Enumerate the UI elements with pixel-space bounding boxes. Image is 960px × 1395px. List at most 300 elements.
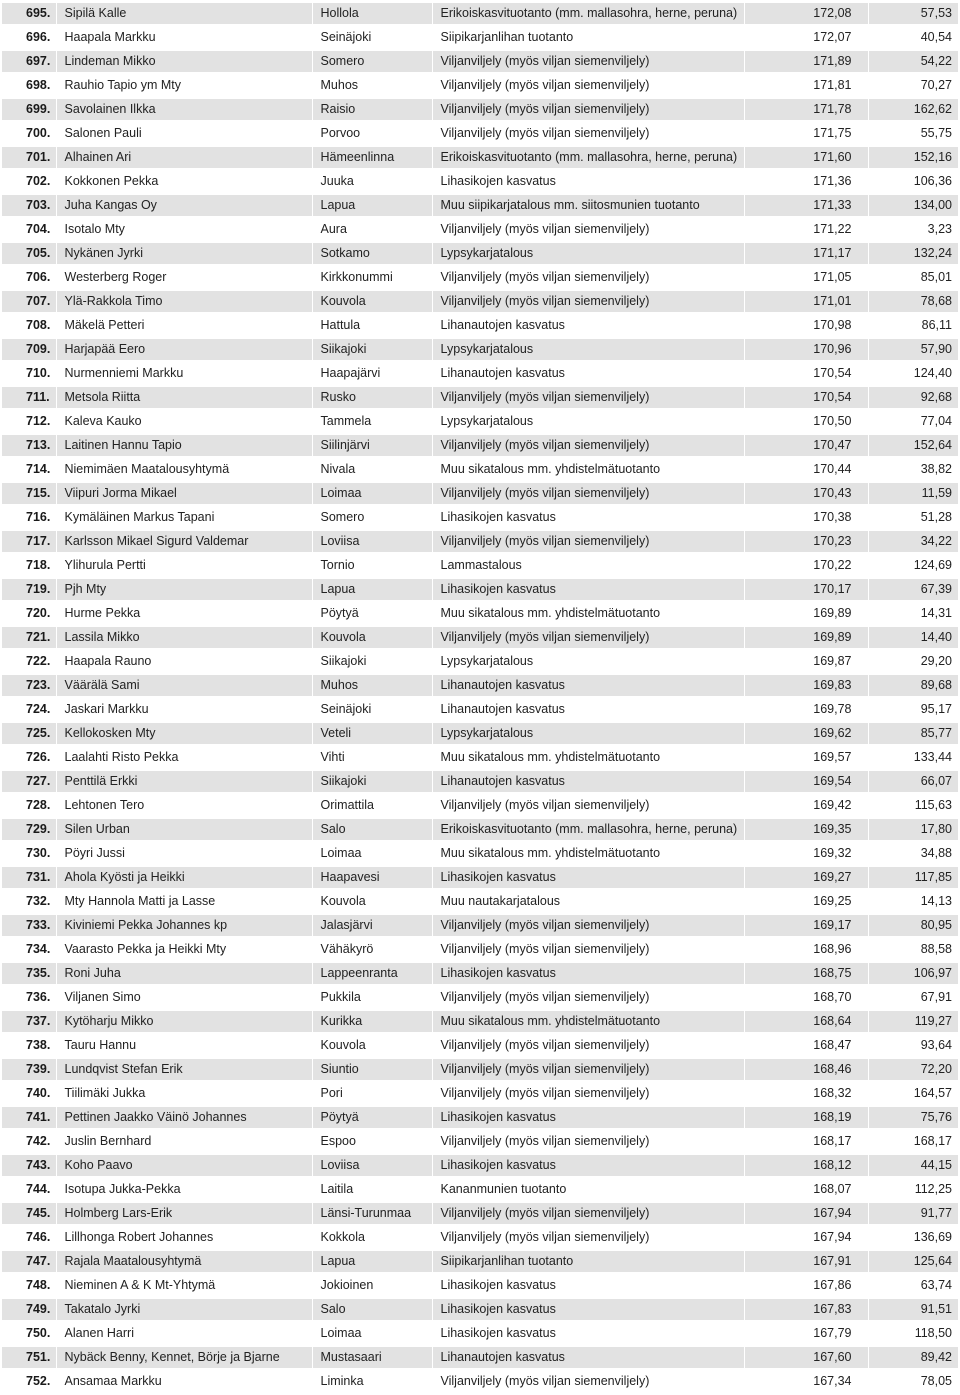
table-row xyxy=(2,170,958,194)
score-cell: 171,33 xyxy=(744,194,868,218)
table-row xyxy=(2,1250,958,1274)
rank-cell: 699. xyxy=(2,98,56,122)
municipality-cell: Siikajoki xyxy=(312,650,432,674)
municipality-cell: Lappeenranta xyxy=(312,962,432,986)
rank-cell: 724. xyxy=(2,698,56,722)
table-row xyxy=(2,74,958,98)
score-cell: 170,54 xyxy=(744,362,868,386)
name-cell: Sipilä Kalle xyxy=(56,3,312,26)
score-cell: 169,35 xyxy=(744,818,868,842)
municipality-cell: Siuntio xyxy=(312,1058,432,1082)
municipality-cell: Aura xyxy=(312,218,432,242)
name-cell: Nurmenniemi Markku xyxy=(56,362,312,386)
value-cell: 40,54 xyxy=(868,26,958,50)
name-cell: Niemimäen Maatalousyhtymä xyxy=(56,458,312,482)
name-cell: Kiviniemi Pekka Johannes kp xyxy=(56,914,312,938)
table-row xyxy=(2,554,958,578)
table-row xyxy=(2,842,958,866)
table-row xyxy=(2,1298,958,1322)
name-cell: Lindeman Mikko xyxy=(56,50,312,74)
production-type-cell: Viljanviljely (myös viljan siemenviljely) xyxy=(432,1082,744,1106)
name-cell: Haapala Markku xyxy=(56,26,312,50)
table-row xyxy=(2,362,958,386)
production-type-cell: Viljanviljely (myös viljan siemenviljely) xyxy=(432,122,744,146)
name-cell: Alhainen Ari xyxy=(56,146,312,170)
name-cell: Lassila Mikko xyxy=(56,626,312,650)
name-cell: Takatalo Jyrki xyxy=(56,1298,312,1322)
value-cell: 67,39 xyxy=(868,578,958,602)
name-cell: Ansamaa Markku xyxy=(56,1370,312,1394)
table-row xyxy=(2,386,958,410)
value-cell: 78,68 xyxy=(868,290,958,314)
value-cell: 136,69 xyxy=(868,1226,958,1250)
score-cell: 167,91 xyxy=(744,1250,868,1274)
value-cell: 38,82 xyxy=(868,458,958,482)
name-cell: Mäkelä Petteri xyxy=(56,314,312,338)
score-cell: 171,89 xyxy=(744,50,868,74)
name-cell: Hurme Pekka xyxy=(56,602,312,626)
score-cell: 171,17 xyxy=(744,242,868,266)
value-cell: 152,16 xyxy=(868,146,958,170)
name-cell: Kellokosken Mty xyxy=(56,722,312,746)
value-cell: 34,88 xyxy=(868,842,958,866)
rank-cell: 741. xyxy=(2,1106,56,1130)
name-cell: Salonen Pauli xyxy=(56,122,312,146)
table-row xyxy=(2,1010,958,1034)
municipality-cell: Seinäjoki xyxy=(312,698,432,722)
score-cell: 170,44 xyxy=(744,458,868,482)
rank-cell: 720. xyxy=(2,602,56,626)
score-cell: 172,07 xyxy=(744,26,868,50)
municipality-cell: Lapua xyxy=(312,578,432,602)
table-row xyxy=(2,602,958,626)
rank-cell: 730. xyxy=(2,842,56,866)
value-cell: 67,91 xyxy=(868,986,958,1010)
score-cell: 169,62 xyxy=(744,722,868,746)
score-cell: 171,60 xyxy=(744,146,868,170)
production-type-cell: Viljanviljely (myös viljan siemenviljely) xyxy=(432,1370,744,1394)
score-cell: 170,50 xyxy=(744,410,868,434)
name-cell: Karlsson Mikael Sigurd Valdemar xyxy=(56,530,312,554)
rank-cell: 712. xyxy=(2,410,56,434)
table-row xyxy=(2,962,958,986)
municipality-cell: Kurikka xyxy=(312,1010,432,1034)
rank-cell: 700. xyxy=(2,122,56,146)
table-row xyxy=(2,482,958,506)
production-type-cell: Viljanviljely (myös viljan siemenviljely) xyxy=(432,74,744,98)
production-type-cell: Lihanautojen kasvatus xyxy=(432,1346,744,1370)
name-cell: Väärälä Sami xyxy=(56,674,312,698)
production-type-cell: Viljanviljely (myös viljan siemenviljely) xyxy=(432,1226,744,1250)
rank-cell: 734. xyxy=(2,938,56,962)
rank-cell: 742. xyxy=(2,1130,56,1154)
name-cell: Laalahti Risto Pekka xyxy=(56,746,312,770)
production-type-cell: Lammastalous xyxy=(432,554,744,578)
score-cell: 171,81 xyxy=(744,74,868,98)
value-cell: 106,36 xyxy=(868,170,958,194)
table-row xyxy=(2,290,958,314)
value-cell: 117,85 xyxy=(868,866,958,890)
score-cell: 168,75 xyxy=(744,962,868,986)
table-row xyxy=(2,98,958,122)
name-cell: Viljanen Simo xyxy=(56,986,312,1010)
value-cell: 63,74 xyxy=(868,1274,958,1298)
rank-cell: 715. xyxy=(2,482,56,506)
municipality-cell: Pöytyä xyxy=(312,602,432,626)
table-row xyxy=(2,3,958,26)
rank-cell: 722. xyxy=(2,650,56,674)
municipality-cell: Sotkamo xyxy=(312,242,432,266)
production-type-cell: Lihasikojen kasvatus xyxy=(432,1154,744,1178)
name-cell: Westerberg Roger xyxy=(56,266,312,290)
value-cell: 14,31 xyxy=(868,602,958,626)
production-type-cell: Viljanviljely (myös viljan siemenviljely) xyxy=(432,914,744,938)
value-cell: 162,62 xyxy=(868,98,958,122)
table-row xyxy=(2,626,958,650)
production-type-cell: Lihasikojen kasvatus xyxy=(432,1298,744,1322)
score-cell: 168,96 xyxy=(744,938,868,962)
production-type-cell: Viljanviljely (myös viljan siemenviljely) xyxy=(432,938,744,962)
production-type-cell: Erikoiskasvituotanto (mm. mallasohra, herne, peruna) xyxy=(432,3,744,26)
value-cell: 125,64 xyxy=(868,1250,958,1274)
municipality-cell: Siikajoki xyxy=(312,338,432,362)
value-cell: 66,07 xyxy=(868,770,958,794)
production-type-cell: Viljanviljely (myös viljan siemenviljely) xyxy=(432,986,744,1010)
name-cell: Koho Paavo xyxy=(56,1154,312,1178)
name-cell: Laitinen Hannu Tapio xyxy=(56,434,312,458)
rank-cell: 750. xyxy=(2,1322,56,1346)
production-type-cell: Lihasikojen kasvatus xyxy=(432,1274,744,1298)
value-cell: 106,97 xyxy=(868,962,958,986)
score-cell: 169,57 xyxy=(744,746,868,770)
value-cell: 89,68 xyxy=(868,674,958,698)
municipality-cell: Salo xyxy=(312,818,432,842)
rank-cell: 710. xyxy=(2,362,56,386)
municipality-cell: Vihti xyxy=(312,746,432,770)
name-cell: Tauru Hannu xyxy=(56,1034,312,1058)
municipality-cell: Hämeenlinna xyxy=(312,146,432,170)
score-cell: 171,22 xyxy=(744,218,868,242)
score-cell: 169,87 xyxy=(744,650,868,674)
municipality-cell: Kokkola xyxy=(312,1226,432,1250)
production-type-cell: Muu sikatalous mm. yhdistelmätuotanto xyxy=(432,602,744,626)
production-type-cell: Viljanviljely (myös viljan siemenviljely) xyxy=(432,434,744,458)
production-type-cell: Muu sikatalous mm. yhdistelmätuotanto xyxy=(432,458,744,482)
name-cell: Jaskari Markku xyxy=(56,698,312,722)
table-row xyxy=(2,410,958,434)
municipality-cell: Loimaa xyxy=(312,482,432,506)
value-cell: 124,40 xyxy=(868,362,958,386)
rank-cell: 701. xyxy=(2,146,56,170)
municipality-cell: Veteli xyxy=(312,722,432,746)
value-cell: 29,20 xyxy=(868,650,958,674)
value-cell: 124,69 xyxy=(868,554,958,578)
value-cell: 118,50 xyxy=(868,1322,958,1346)
production-type-cell: Muu nautakarjatalous xyxy=(432,890,744,914)
name-cell: Silen Urban xyxy=(56,818,312,842)
rank-cell: 743. xyxy=(2,1154,56,1178)
score-cell: 170,47 xyxy=(744,434,868,458)
production-type-cell: Viljanviljely (myös viljan siemenviljely) xyxy=(432,1034,744,1058)
table-row xyxy=(2,866,958,890)
score-cell: 169,42 xyxy=(744,794,868,818)
municipality-cell: Rusko xyxy=(312,386,432,410)
score-cell: 172,08 xyxy=(744,3,868,26)
table-row xyxy=(2,698,958,722)
name-cell: Isotalo Mty xyxy=(56,218,312,242)
table-row xyxy=(2,242,958,266)
name-cell: Ylä-Rakkola Timo xyxy=(56,290,312,314)
table-row xyxy=(2,50,958,74)
municipality-cell: Pöytyä xyxy=(312,1106,432,1130)
municipality-cell: Kouvola xyxy=(312,290,432,314)
municipality-cell: Espoo xyxy=(312,1130,432,1154)
rank-cell: 735. xyxy=(2,962,56,986)
rank-cell: 695. xyxy=(2,3,56,26)
score-cell: 168,12 xyxy=(744,1154,868,1178)
name-cell: Kymäläinen Markus Tapani xyxy=(56,506,312,530)
production-type-cell: Viljanviljely (myös viljan siemenviljely) xyxy=(432,98,744,122)
name-cell: Ahola Kyösti ja Heikki xyxy=(56,866,312,890)
score-cell: 167,79 xyxy=(744,1322,868,1346)
table-row xyxy=(2,146,958,170)
ranking-table-body xyxy=(2,3,958,1394)
name-cell: Kokkonen Pekka xyxy=(56,170,312,194)
name-cell: Mty Hannola Matti ja Lasse xyxy=(56,890,312,914)
rank-cell: 697. xyxy=(2,50,56,74)
production-type-cell: Lihasikojen kasvatus xyxy=(432,866,744,890)
table-row xyxy=(2,122,958,146)
rank-cell: 745. xyxy=(2,1202,56,1226)
municipality-cell: Nivala xyxy=(312,458,432,482)
rank-cell: 706. xyxy=(2,266,56,290)
name-cell: Viipuri Jorma Mikael xyxy=(56,482,312,506)
production-type-cell: Muu siipikarjatalous mm. siitosmunien tuotanto xyxy=(432,194,744,218)
rank-cell: 696. xyxy=(2,26,56,50)
production-type-cell: Lypsykarjatalous xyxy=(432,242,744,266)
table-row xyxy=(2,1178,958,1202)
value-cell: 85,77 xyxy=(868,722,958,746)
table-row xyxy=(2,770,958,794)
score-cell: 169,78 xyxy=(744,698,868,722)
rank-cell: 702. xyxy=(2,170,56,194)
production-type-cell: Viljanviljely (myös viljan siemenviljely) xyxy=(432,266,744,290)
score-cell: 168,19 xyxy=(744,1106,868,1130)
municipality-cell: Lapua xyxy=(312,1250,432,1274)
table-row xyxy=(2,1082,958,1106)
municipality-cell: Loimaa xyxy=(312,1322,432,1346)
rank-cell: 740. xyxy=(2,1082,56,1106)
score-cell: 169,32 xyxy=(744,842,868,866)
table-row xyxy=(2,746,958,770)
name-cell: Rajala Maatalousyhtymä xyxy=(56,1250,312,1274)
production-type-cell: Viljanviljely (myös viljan siemenviljely) xyxy=(432,794,744,818)
production-type-cell: Siipikarjanlihan tuotanto xyxy=(432,1250,744,1274)
value-cell: 92,68 xyxy=(868,386,958,410)
production-type-cell: Erikoiskasvituotanto (mm. mallasohra, herne, peruna) xyxy=(432,818,744,842)
value-cell: 11,59 xyxy=(868,482,958,506)
table-row xyxy=(2,506,958,530)
value-cell: 164,57 xyxy=(868,1082,958,1106)
municipality-cell: Siikajoki xyxy=(312,770,432,794)
score-cell: 170,96 xyxy=(744,338,868,362)
rank-cell: 731. xyxy=(2,866,56,890)
municipality-cell: Hattula xyxy=(312,314,432,338)
rank-cell: 737. xyxy=(2,1010,56,1034)
municipality-cell: Haapajärvi xyxy=(312,362,432,386)
value-cell: 75,76 xyxy=(868,1106,958,1130)
table-row xyxy=(2,1034,958,1058)
score-cell: 168,07 xyxy=(744,1178,868,1202)
score-cell: 170,54 xyxy=(744,386,868,410)
production-type-cell: Lihasikojen kasvatus xyxy=(432,506,744,530)
name-cell: Vaarasto Pekka ja Heikki Mty xyxy=(56,938,312,962)
rank-cell: 725. xyxy=(2,722,56,746)
municipality-cell: Jokioinen xyxy=(312,1274,432,1298)
rank-cell: 698. xyxy=(2,74,56,98)
production-type-cell: Muu sikatalous mm. yhdistelmätuotanto xyxy=(432,842,744,866)
rank-cell: 717. xyxy=(2,530,56,554)
name-cell: Metsola Riitta xyxy=(56,386,312,410)
table-row xyxy=(2,1346,958,1370)
production-type-cell: Viljanviljely (myös viljan siemenviljely) xyxy=(432,482,744,506)
production-type-cell: Lihanautojen kasvatus xyxy=(432,770,744,794)
score-cell: 168,47 xyxy=(744,1034,868,1058)
rank-cell: 721. xyxy=(2,626,56,650)
rank-cell: 746. xyxy=(2,1226,56,1250)
table-row xyxy=(2,26,958,50)
production-type-cell: Viljanviljely (myös viljan siemenviljely) xyxy=(432,218,744,242)
name-cell: Haapala Rauno xyxy=(56,650,312,674)
rank-cell: 747. xyxy=(2,1250,56,1274)
score-cell: 171,05 xyxy=(744,266,868,290)
production-type-cell: Lihasikojen kasvatus xyxy=(432,578,744,602)
name-cell: Lundqvist Stefan Erik xyxy=(56,1058,312,1082)
rank-cell: 739. xyxy=(2,1058,56,1082)
rank-cell: 738. xyxy=(2,1034,56,1058)
score-cell: 171,01 xyxy=(744,290,868,314)
rank-cell: 752. xyxy=(2,1370,56,1394)
value-cell: 168,17 xyxy=(868,1130,958,1154)
municipality-cell: Kouvola xyxy=(312,890,432,914)
rank-cell: 744. xyxy=(2,1178,56,1202)
score-cell: 170,23 xyxy=(744,530,868,554)
table-row xyxy=(2,194,958,218)
name-cell: Pettinen Jaakko Väinö Johannes xyxy=(56,1106,312,1130)
municipality-cell: Mustasaari xyxy=(312,1346,432,1370)
rank-cell: 729. xyxy=(2,818,56,842)
value-cell: 89,42 xyxy=(868,1346,958,1370)
value-cell: 152,64 xyxy=(868,434,958,458)
rank-cell: 726. xyxy=(2,746,56,770)
production-type-cell: Viljanviljely (myös viljan siemenviljely) xyxy=(432,530,744,554)
value-cell: 17,80 xyxy=(868,818,958,842)
municipality-cell: Pukkila xyxy=(312,986,432,1010)
municipality-cell: Muhos xyxy=(312,74,432,98)
name-cell: Lillhonga Robert Johannes xyxy=(56,1226,312,1250)
score-cell: 169,83 xyxy=(744,674,868,698)
name-cell: Penttilä Erkki xyxy=(56,770,312,794)
municipality-cell: Länsi-Turunmaa xyxy=(312,1202,432,1226)
production-type-cell: Lihanautojen kasvatus xyxy=(432,314,744,338)
value-cell: 115,63 xyxy=(868,794,958,818)
name-cell: Roni Juha xyxy=(56,962,312,986)
name-cell: Harjapää Eero xyxy=(56,338,312,362)
score-cell: 170,98 xyxy=(744,314,868,338)
municipality-cell: Kirkkonummi xyxy=(312,266,432,290)
rank-cell: 751. xyxy=(2,1346,56,1370)
production-type-cell: Viljanviljely (myös viljan siemenviljely) xyxy=(432,290,744,314)
production-type-cell: Lihasikojen kasvatus xyxy=(432,1322,744,1346)
table-row xyxy=(2,530,958,554)
table-row xyxy=(2,1322,958,1346)
rank-cell: 749. xyxy=(2,1298,56,1322)
value-cell: 54,22 xyxy=(868,50,958,74)
score-cell: 170,22 xyxy=(744,554,868,578)
value-cell: 44,15 xyxy=(868,1154,958,1178)
production-type-cell: Viljanviljely (myös viljan siemenviljely) xyxy=(432,1130,744,1154)
municipality-cell: Tammela xyxy=(312,410,432,434)
table-row xyxy=(2,1370,958,1394)
table-row xyxy=(2,818,958,842)
table-row xyxy=(2,890,958,914)
municipality-cell: Hollola xyxy=(312,3,432,26)
value-cell: 77,04 xyxy=(868,410,958,434)
rank-cell: 733. xyxy=(2,914,56,938)
value-cell: 51,28 xyxy=(868,506,958,530)
table-row xyxy=(2,218,958,242)
rank-cell: 732. xyxy=(2,890,56,914)
production-type-cell: Lypsykarjatalous xyxy=(432,650,744,674)
score-cell: 171,36 xyxy=(744,170,868,194)
table-row xyxy=(2,578,958,602)
score-cell: 169,25 xyxy=(744,890,868,914)
production-type-cell: Viljanviljely (myös viljan siemenviljely) xyxy=(432,626,744,650)
production-type-cell: Kananmunien tuotanto xyxy=(432,1178,744,1202)
table-row xyxy=(2,1058,958,1082)
table-row xyxy=(2,1130,958,1154)
municipality-cell: Vähäkyrö xyxy=(312,938,432,962)
score-cell: 168,17 xyxy=(744,1130,868,1154)
rank-cell: 711. xyxy=(2,386,56,410)
table-row xyxy=(2,914,958,938)
name-cell: Kaleva Kauko xyxy=(56,410,312,434)
municipality-cell: Kouvola xyxy=(312,1034,432,1058)
score-cell: 168,32 xyxy=(744,1082,868,1106)
score-cell: 170,38 xyxy=(744,506,868,530)
value-cell: 80,95 xyxy=(868,914,958,938)
municipality-cell: Orimattila xyxy=(312,794,432,818)
name-cell: Nybäck Benny, Kennet, Börje ja Bjarne xyxy=(56,1346,312,1370)
value-cell: 88,58 xyxy=(868,938,958,962)
municipality-cell: Siilinjärvi xyxy=(312,434,432,458)
score-cell: 167,60 xyxy=(744,1346,868,1370)
rank-cell: 714. xyxy=(2,458,56,482)
value-cell: 86,11 xyxy=(868,314,958,338)
score-cell: 170,43 xyxy=(744,482,868,506)
production-type-cell: Viljanviljely (myös viljan siemenviljely) xyxy=(432,386,744,410)
value-cell: 134,00 xyxy=(868,194,958,218)
production-type-cell: Erikoiskasvituotanto (mm. mallasohra, herne, peruna) xyxy=(432,146,744,170)
table-row xyxy=(2,434,958,458)
value-cell: 78,05 xyxy=(868,1370,958,1394)
value-cell: 3,23 xyxy=(868,218,958,242)
name-cell: Ylihurula Pertti xyxy=(56,554,312,578)
municipality-cell: Muhos xyxy=(312,674,432,698)
production-type-cell: Siipikarjanlihan tuotanto xyxy=(432,26,744,50)
municipality-cell: Jalasjärvi xyxy=(312,914,432,938)
name-cell: Nieminen A & K Mt-Yhtymä xyxy=(56,1274,312,1298)
